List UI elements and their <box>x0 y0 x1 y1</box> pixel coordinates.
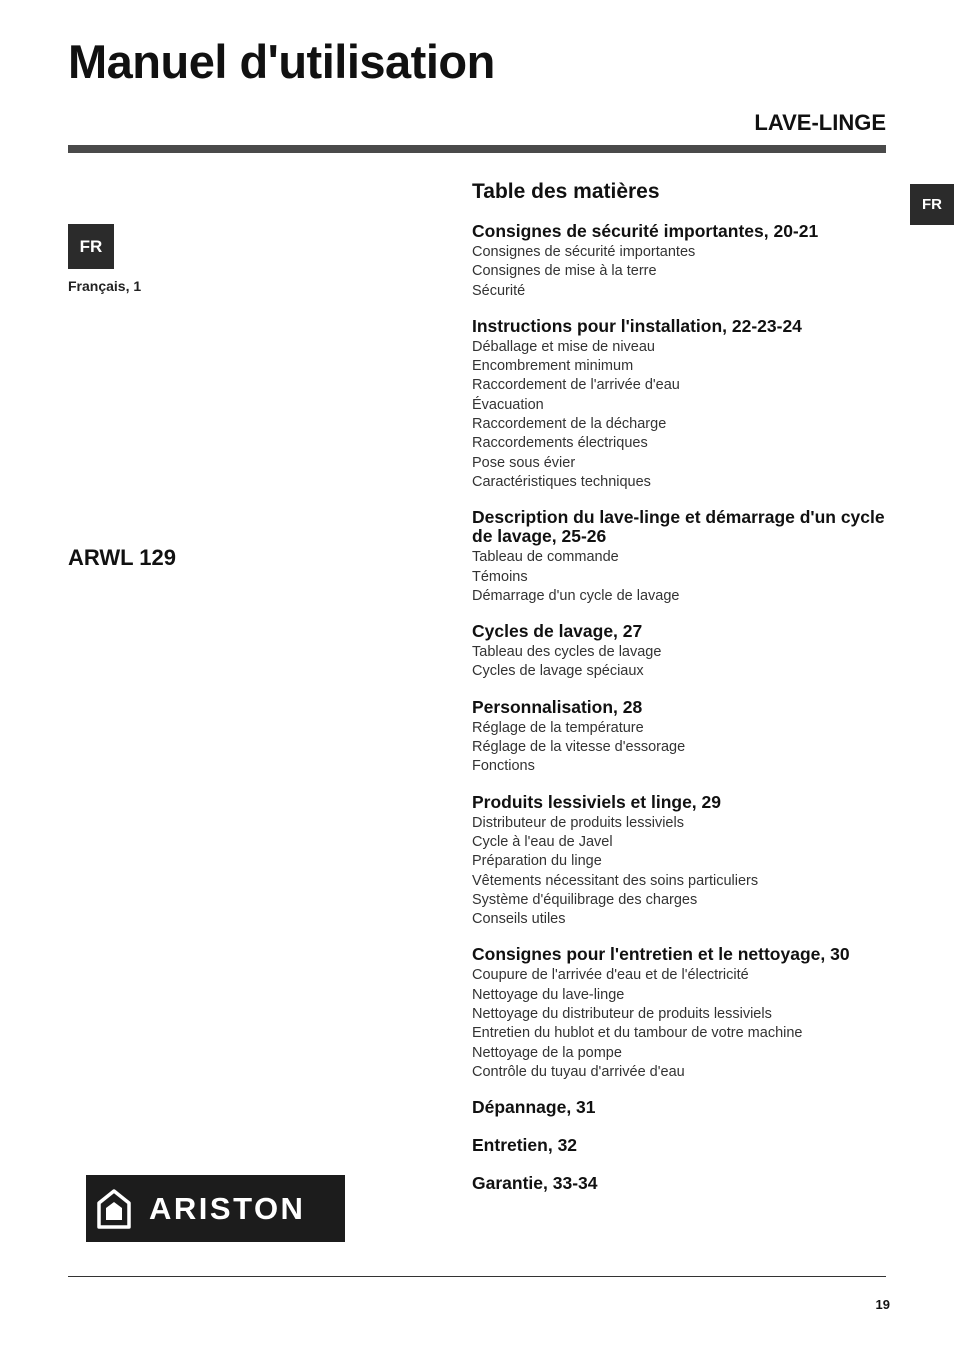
toc-section <box>472 1136 892 1155</box>
toc-item[interactable]: Distributeur de produits lessiviels <box>472 814 684 831</box>
toc-item[interactable]: Conseils utiles <box>472 911 566 928</box>
toc-section-heading[interactable]: Consignes pour l'entretien et le nettoyage, 30 <box>472 944 850 965</box>
brand-name: ARISTON <box>149 1190 306 1226</box>
toc-item[interactable]: Nettoyage de la pompe <box>472 1044 622 1061</box>
toc-item[interactable]: Vêtements nécessitant des soins particuliers <box>472 872 759 889</box>
toc-item[interactable]: Raccordement de la décharge <box>472 416 667 433</box>
toc-section <box>472 222 892 301</box>
toc-item[interactable]: Témoins <box>472 568 528 585</box>
header-divider <box>68 145 886 153</box>
page-title: Manuel d'utilisation <box>68 35 495 88</box>
toc-item[interactable]: Réglage de la vitesse d'essorage <box>472 739 686 756</box>
toc-item[interactable]: Contrôle du tuyau d'arrivée d'eau <box>472 1063 685 1080</box>
toc-item[interactable]: Consignes de sécurité importantes <box>472 244 696 260</box>
toc-item[interactable]: Nettoyage du distributeur de produits lessiviels <box>472 1006 772 1023</box>
house-icon <box>97 1189 131 1229</box>
toc-section-heading[interactable]: Personnalisation, 28 <box>472 696 643 717</box>
toc-section-heading[interactable]: Produits lessiviels et linge, 29 <box>472 791 721 812</box>
toc-section-heading[interactable]: Garantie, 33-34 <box>472 1173 598 1194</box>
language-label: Français, 1 <box>68 278 142 294</box>
toc-item[interactable]: Caractéristiques techniques <box>472 473 651 490</box>
toc-item[interactable]: Démarrage d'un cycle de lavage <box>472 587 680 604</box>
toc-section <box>472 698 892 777</box>
toc-item[interactable]: Fonctions <box>472 758 535 775</box>
toc-section-heading[interactable]: Description du lave-linge et démarrage d'un cycle de lavage, 25-26 <box>472 507 885 547</box>
toc-item[interactable]: Réglage de la température <box>472 719 644 736</box>
footer-divider <box>68 1276 886 1277</box>
toc-section-heading[interactable]: Consignes de sécurité importantes, 20-21 <box>472 221 819 241</box>
toc-item[interactable]: Encombrement minimum <box>472 358 634 375</box>
toc-section <box>472 945 892 1082</box>
toc-section-heading[interactable]: Entretien, 32 <box>472 1135 578 1156</box>
page-number: 19 <box>875 1297 890 1312</box>
toc-item[interactable]: Cycles de lavage spéciaux <box>472 663 644 680</box>
toc-item[interactable]: Déballage et mise de niveau <box>472 338 655 355</box>
model-number: ARWL 129 <box>68 545 177 570</box>
toc-section <box>472 622 892 682</box>
toc-section-heading[interactable]: Cycles de lavage, 27 <box>472 621 643 642</box>
toc-item[interactable]: Coupure de l'arrivée d'eau et de l'électricité <box>472 967 749 984</box>
toc-item[interactable]: Raccordement de l'arrivée d'eau <box>472 377 680 394</box>
toc-item[interactable]: Préparation du linge <box>472 853 602 870</box>
toc-item[interactable]: Système d'équilibrage des charges <box>472 891 698 908</box>
toc-section <box>472 317 892 492</box>
toc-item[interactable]: Raccordements électriques <box>472 435 648 452</box>
toc-item[interactable]: Tableau des cycles de lavage <box>472 644 662 661</box>
table-of-contents <box>472 180 892 1212</box>
toc-item[interactable]: Pose sous évier <box>472 454 576 471</box>
toc-section <box>472 1098 892 1117</box>
toc-item[interactable]: Tableau de commande <box>472 549 619 566</box>
language-badge[interactable]: FR <box>68 224 114 269</box>
brand-logo <box>86 1175 345 1242</box>
toc-item[interactable]: Cycle à l'eau de Javel <box>472 833 613 850</box>
toc-section <box>472 1174 892 1193</box>
toc-section <box>472 508 892 606</box>
product-type: LAVE-LINGE <box>754 110 886 135</box>
toc-section-heading[interactable]: Dépannage, 31 <box>472 1097 596 1118</box>
toc-section-heading[interactable]: Instructions pour l'installation, 22-23-24 <box>472 315 802 336</box>
toc-item[interactable]: Entretien du hublot et du tambour de votre machine <box>472 1025 803 1042</box>
toc-item[interactable]: Sécurité <box>472 282 526 299</box>
toc-item[interactable]: Consignes de mise à la terre <box>472 263 657 280</box>
toc-section <box>472 793 892 930</box>
toc-item[interactable]: Nettoyage du lave-linge <box>472 986 625 1003</box>
toc-item[interactable]: Évacuation <box>472 396 544 413</box>
toc-title: Table des matières <box>472 180 660 203</box>
language-side-tab[interactable]: FR <box>910 184 954 225</box>
